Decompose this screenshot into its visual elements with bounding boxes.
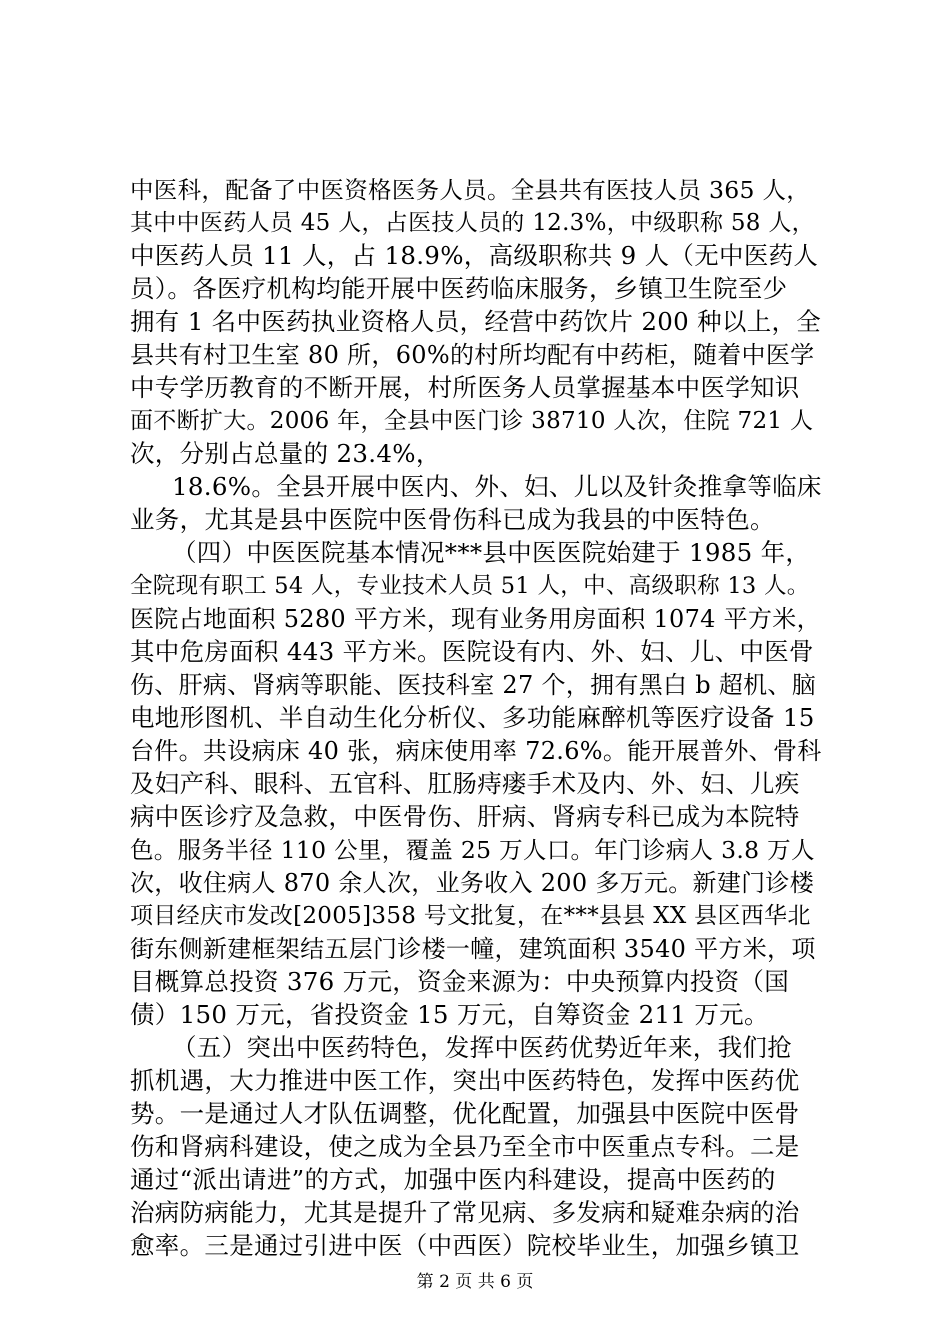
text-line: 街东侧新建框架结五层门诊楼一幢，建筑面积 3540 平方米，项 [130,935,816,963]
text-line: 色。服务半径 110 公里，覆盖 25 万人口。年门诊病人 3.8 万人 [130,836,815,864]
text-line: 台件。共设病床 40 张，病床使用率 72.6%。能开展普外、骨科 [130,737,822,765]
section-heading-line: （四）中医医院基本情况***县中医医院始建于 1985 年， [172,538,811,567]
text-line: 其中危房面积 443 平方米。医院设有内、外、妇、儿、中医骨 [130,637,814,666]
text-line: 医院占地面积 5280 平方米，现有业务用房面积 1074 平方米， [130,605,821,633]
text-line: 及妇产科、眼科、五官科、肛肠痔瘘手术及内、外、妇、儿疾 [130,769,800,798]
page-number-footer: 第 2 页 共 6 页 [416,1272,534,1292]
text-line: 目概算总投资 376 万元，资金来源为：中央预算内投资（国 [130,967,790,996]
text-line: 债）150 万元，省投资金 15 万元，自筹资金 211 万元。 [130,1000,769,1029]
text-line: 势。一是通过人才队伍调整，优化配置，加强县中医院中医骨 [130,1099,800,1128]
text-line: 员）。各医疗机构均能开展中医药临床服务，乡镇卫生院至少 [130,274,788,303]
text-line: 中专学历教育的不断开展，村所医务人员掌握基本中医学知识 [130,373,800,402]
text-line: 项目经庆市发改[2005]358 号文批复，在***县县 XX 县区西华北 [130,903,811,929]
text-line: 面不断扩大。2006 年，全县中医门诊 38710 人次，住院 721 人 [130,408,814,434]
text-line: 伤、肝病、肾病等职能、医技科室 27 个，拥有黑白 b 超机、脑 [130,671,817,699]
text-line: 次，收住病人 870 余人次，业务收入 200 多万元。新建门诊楼 [130,869,815,897]
text-line: 愈率。三是通过引进中医（中西医）院校毕业生，加强乡镇卫 [130,1231,800,1260]
text-line: 通过“派出请进”的方式，加强中医内科建设，提高中医药的 [130,1165,776,1194]
text-line: 中医药人员 11 人，占 18.9%，高级职称共 9 人（无中医药人 [130,241,819,270]
text-line: 拥有 1 名中医药执业资格人员，经营中药饮片 200 种以上，全 [130,307,822,336]
text-line: 18.6%。全县开展中医内、外、妇、儿以及针灸推拿等临床 [172,472,822,501]
section-heading-line: （五）突出中医药特色，发挥中医药优势近年来，我们抢 [172,1033,792,1062]
text-line: 业务，尤其是县中医院中医骨伤科已成为我县的中医特色。 [130,505,775,534]
text-line: 治病防病能力，尤其是提升了常见病、多发病和疑难杂病的治 [130,1198,800,1227]
text-line: 病中医诊疗及急救，中医骨伤、肝病、肾病专科已成为本院特 [130,802,800,831]
text-line: 伤和肾病科建设，使之成为全县乃至全市中医重点专科。二是 [130,1132,800,1161]
text-line: 其中中医药人员 45 人，占医技人员的 12.3%，中级职称 58 人， [130,210,815,236]
text-line: 次，分别占总量的 23.4%， [130,439,441,468]
text-line: 抓机遇，大力推进中医工作，突出中医药特色，发挥中医药优 [130,1066,800,1095]
text-line: 县共有村卫生室 80 所，60%的村所均配有中药柜，随着中医学 [130,341,815,369]
text-line: 电地形图机、半自动生化分析仪、多功能麻醉机等医疗设备 15 [130,703,815,732]
text-line: 中医科，配备了中医资格医务人员。全县共有医技人员 365 人， [130,176,811,204]
text-line: 全院现有职工 54 人，专业技术人员 51 人，中、高级职称 13 人。 [130,573,810,599]
